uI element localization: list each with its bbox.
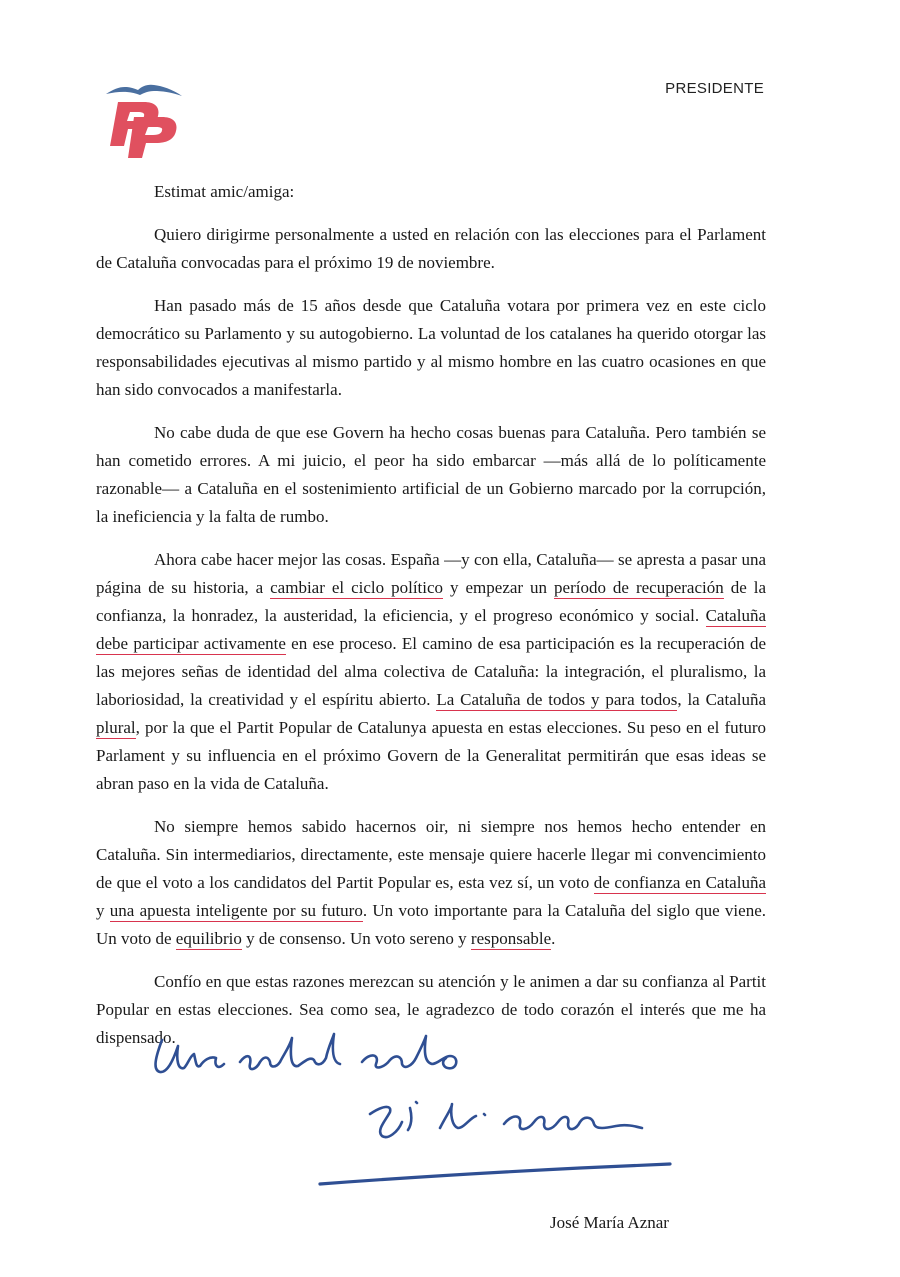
text-run: . Un voto importante para la Cataluña del siglo que viene. Un voto de <box>96 901 767 948</box>
paragraph-3: No cabe duda de que ese Govern ha hecho cosas buenas para Cataluña. Pero también se han cometido errores. A mi juicio, el peor ha sido embarcar —más allá de lo políticamente razonable— a Cataluña en el sostenimiento artificial de un Gobierno marcado por la corrupción, la ineficiencia y la falta de rumbo. <box>96 423 766 526</box>
paragraph-5 <box>96 813 766 953</box>
text-run: Ahora cabe hacer mejor las cosas. España —y con ella, Cataluña— se apresta a pasar una página de su historia, a <box>96 550 766 597</box>
header-title: PRESIDENTE <box>665 80 764 97</box>
handwritten-signature <box>370 1102 642 1137</box>
text-run: y <box>96 901 110 920</box>
paragraph-6: Confío en que estas razones merezcan su atención y le animen a dar su confianza al Partit Popular en estas elecciones. Sea como sea, le agradezco de todo corazón el interés que me ha dispensado. <box>96 972 766 1047</box>
underlined-phrase: plural <box>96 718 136 737</box>
text-run: , la Cataluña <box>677 690 767 709</box>
signature-underline-stroke <box>320 1164 670 1184</box>
underlined-phrase: cambiar el ciclo político <box>270 578 444 597</box>
pp-logo <box>104 80 186 158</box>
logo-letter-p-2 <box>128 117 176 158</box>
paragraph-2: Han pasado más de 15 años desde que Cataluña votara por primera vez en este ciclo democrático su Parlamento y su autogobierno. La voluntad de los catalanes ha querido otorgar las responsabilidades ejecutivas al mismo partido y al mismo hombre en las cuatro ocasiones en que han sido convocados a manifestarla. <box>96 296 766 399</box>
salutation: Estimat amic/amiga: <box>154 182 295 201</box>
text-run: , por la que el Partit Popular de Catalunya apuesta en estas elecciones. Su peso en el futuro Parlament y su influencia en el próximo Govern de la Generalitat permitirán que esas ideas se abran paso en la vida de Cataluña. <box>96 718 766 793</box>
text-run: de la confianza, la honradez, la austeridad, la eficiencia, y el progreso económico y social. <box>96 578 766 625</box>
paragraph-4 <box>96 546 766 798</box>
text-run: y empezar un <box>443 578 555 597</box>
handwritten-block <box>140 1018 680 1198</box>
underlined-phrase: La Cataluña de todos y para todos <box>436 690 678 709</box>
gull-icon <box>106 85 182 96</box>
underlined-phrase: Cataluña debe participar activamente <box>96 606 766 653</box>
underlined-phrase: período de recuperación <box>554 578 724 597</box>
handwritten-closing <box>156 1034 457 1072</box>
text-run: . <box>551 929 556 948</box>
signer-name: José María Aznar <box>550 1213 669 1232</box>
underlined-phrase: responsable <box>470 929 552 948</box>
paragraph-1: Quiero dirigirme personalmente a usted en relación con las elecciones para el Parlament de Cataluña convocadas para el próximo 19 de noviembre. <box>96 225 766 272</box>
letter-body <box>96 178 766 1067</box>
text-run: y de consenso. Un voto sereno y <box>241 929 471 948</box>
text-run: en ese proceso. El camino de esa participación es la recuperación de las mejores señas de identidad del alma colectiva de Cataluña: la integración, el pluralismo, la laboriosidad, la creatividad y el espíritu abierto. <box>96 634 767 709</box>
underlined-phrase: de confianza en Cataluña <box>593 873 766 892</box>
text-run: No siempre hemos sabido hacernos oir, ni siempre nos hemos hecho entender en Cataluña. Sin intermediarios, directamente, este mensaje quiere hacerle llegar mi convencimiento de que el voto a los candidatos del Partit Popular es, esta vez sí, un voto <box>96 817 766 892</box>
underlined-phrase: una apuesta inteligente por su futuro <box>109 901 363 920</box>
underlined-phrase: equilibrio <box>175 929 242 948</box>
